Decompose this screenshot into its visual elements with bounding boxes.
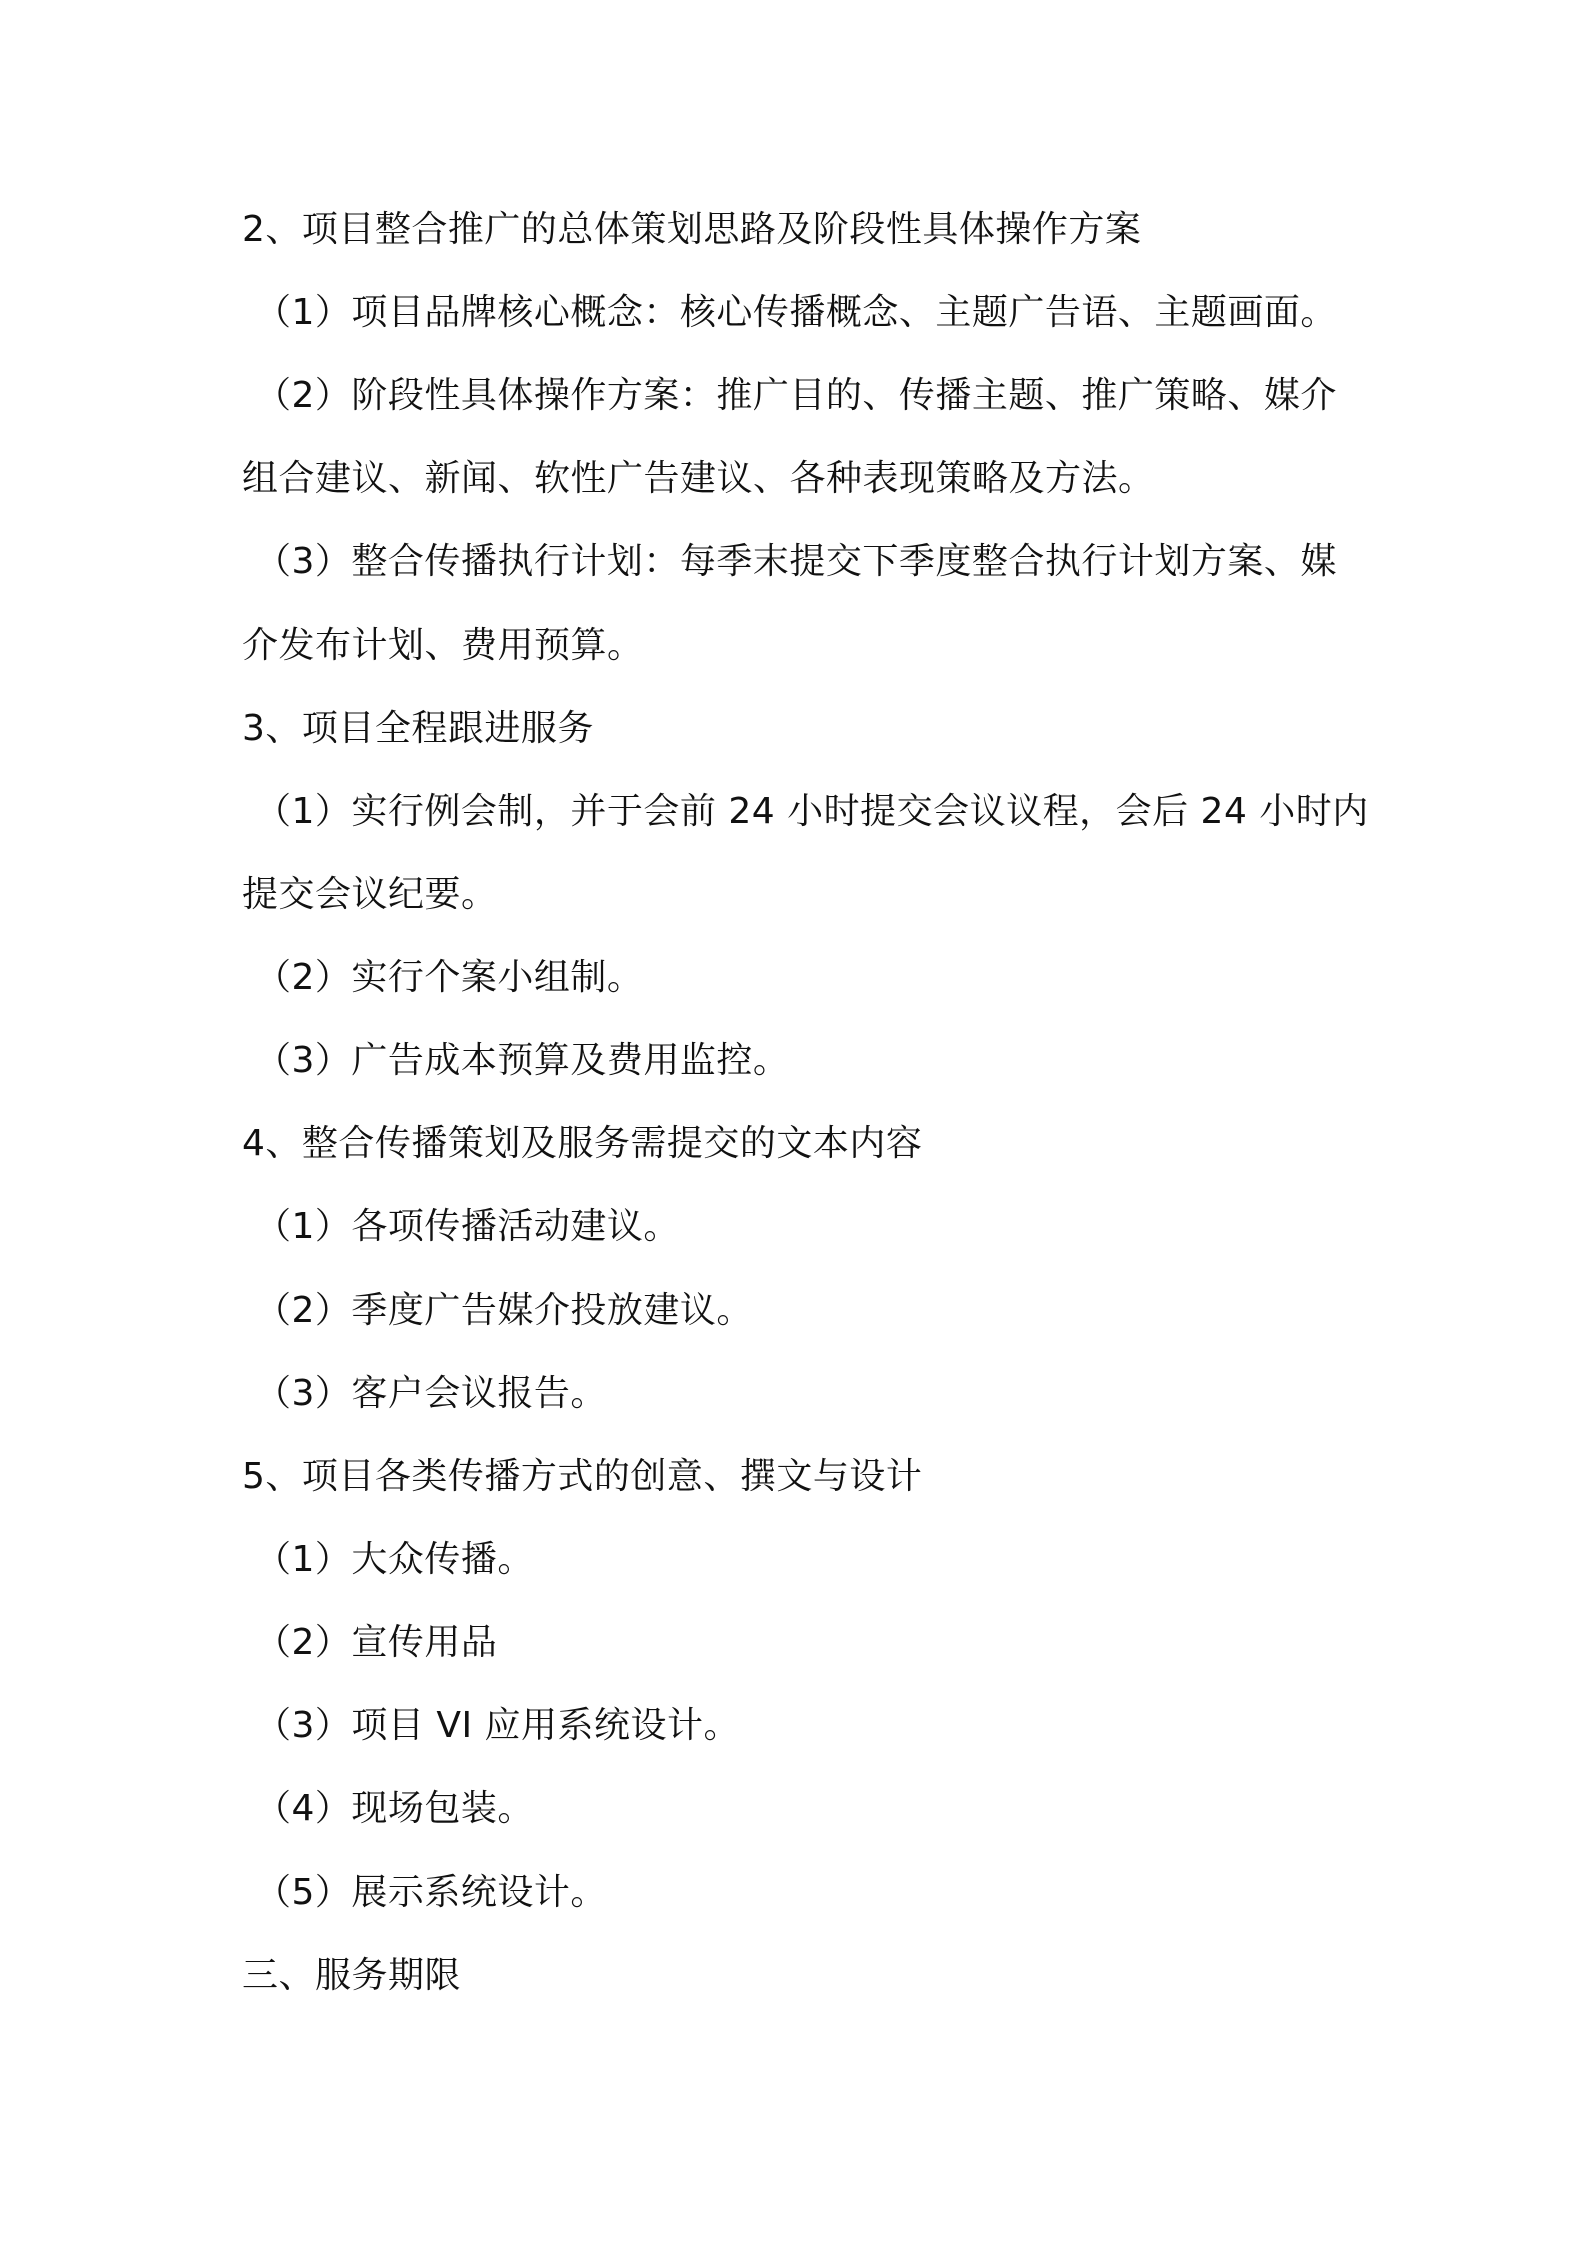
list-item-3-2: （2）实行个案小组制。 [255, 957, 644, 998]
section-heading-2: 2、项目整合推广的总体策划思路及阶段性具体操作方案 [242, 209, 1142, 250]
list-item-5-2: （2）宣传用品 [255, 1622, 498, 1663]
list-item-5-1: （1）大众传播。 [255, 1539, 534, 1580]
list-item-5-3: （3）项目 VI 应用系统设计。 [255, 1705, 741, 1746]
list-item-2-3-continued: 介发布计划、费用预算。 [242, 625, 644, 666]
list-item-3-3: （3）广告成本预算及费用监控。 [255, 1040, 790, 1081]
list-item-4-3: （3）客户会议报告。 [255, 1373, 607, 1414]
list-item-3-1: （1）实行例会制，并于会前 24 小时提交会议议程，会后 24 小时内 [255, 791, 1369, 832]
list-item-2-1: （1）项目品牌核心概念：核心传播概念、主题广告语、主题画面。 [255, 292, 1337, 333]
section-heading-4: 4、整合传播策划及服务需提交的文本内容 [242, 1123, 923, 1164]
list-item-2-2: （2）阶段性具体操作方案：推广目的、传播主题、推广策略、媒介 [255, 375, 1337, 416]
list-item-5-5: （5）展示系统设计。 [255, 1872, 607, 1913]
section-heading-5: 5、项目各类传播方式的创意、撰文与设计 [242, 1456, 923, 1497]
list-item-4-1: （1）各项传播活动建议。 [255, 1206, 680, 1247]
list-item-4-2: （2）季度广告媒介投放建议。 [255, 1290, 753, 1331]
list-item-3-1-continued: 提交会议纪要。 [242, 874, 498, 915]
section-heading-service-period: 三、服务期限 [242, 1955, 462, 1996]
list-item-2-3: （3）整合传播执行计划：每季末提交下季度整合执行计划方案、媒 [255, 541, 1337, 582]
list-item-5-4: （4）现场包装。 [255, 1788, 534, 1829]
section-heading-3: 3、项目全程跟进服务 [242, 708, 594, 749]
list-item-2-2-continued: 组合建议、新闻、软性广告建议、各种表现策略及方法。 [242, 458, 1155, 499]
